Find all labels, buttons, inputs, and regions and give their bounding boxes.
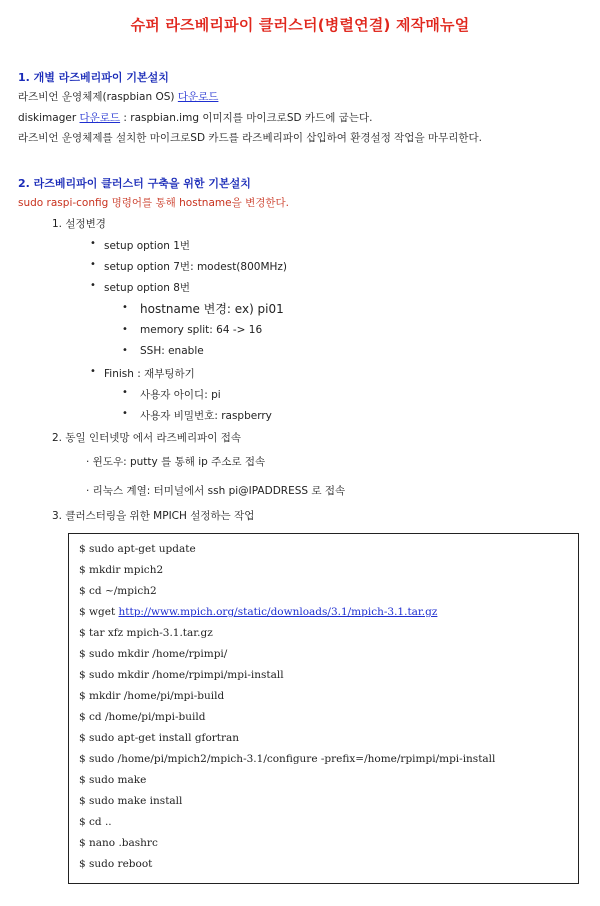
bullet: • <box>90 259 96 270</box>
hostname-item: hostname 변경: ex) pi01 <box>140 302 284 316</box>
code-line: $ nano .bashrc <box>79 837 158 849</box>
section2-heading: 2. 라즈베리파이 클러스터 구축을 위한 기본설치 <box>18 177 251 190</box>
raspi-config-intro: sudo raspi-config 명령어를 통해 hostname을 변경한다. <box>18 197 289 209</box>
ssh-item: SSH: enable <box>140 345 204 357</box>
option1-item: setup option 1번 <box>104 240 191 252</box>
memory-split-item: memory split: 64 -> 16 <box>140 324 263 336</box>
step3-label: 3. 클러스터링을 위한 MPICH 설정하는 작업 <box>52 510 255 522</box>
code-line: $ tar xfz mpich-3.1.tar.gz <box>79 627 213 639</box>
code-line: $ mkdir mpich2 <box>79 564 164 576</box>
code-line: $ mkdir /home/pi/mpi-build <box>79 690 225 702</box>
code-line: $ sudo apt-get install gfortran <box>79 732 240 744</box>
bullet: • <box>90 280 96 291</box>
finish-item: Finish : 재부팅하기 <box>104 368 195 380</box>
linux-access-item: · 리눅스 계열: 터미널에서 ssh pi@IPADDRESS 로 접속 <box>86 485 346 497</box>
raspbian-line <box>18 89 218 104</box>
command-code-box <box>68 533 579 884</box>
code-line-wget <box>79 606 437 618</box>
step1-label: 1. 설정변경 <box>52 218 106 230</box>
wget-command: $ wget <box>79 606 119 618</box>
sd-install-line: 라즈비언 운영체제를 설치한 마이크로SD 카드를 라즈베리파이 삽입하여 환경설정 작업을 마무리한다. <box>18 132 482 144</box>
code-line: $ sudo reboot <box>79 858 153 870</box>
step2-label: 2. 동일 인터넷망 에서 라즈베리파이 접속 <box>52 432 241 444</box>
option7-item: setup option 7번: modest(800MHz) <box>104 261 288 273</box>
code-line: $ cd /home/pi/mpi-build <box>79 711 206 723</box>
windows-access-item: · 윈도우: putty 를 통해 ip 주소로 접속 <box>86 456 266 468</box>
code-line: $ cd ~/mpich2 <box>79 585 157 597</box>
code-line: $ sudo apt-get update <box>79 543 196 555</box>
code-line: $ sudo /home/pi/mpich2/mpich-3.1/configure -prefix=/home/rpimpi/mpi-install <box>79 753 496 765</box>
raspbian-text: 라즈비언 운영체제(raspbian OS) <box>18 91 178 103</box>
diskimager-prefix: diskimager <box>18 112 80 124</box>
bullet: • <box>90 238 96 249</box>
bullet: • <box>90 366 96 377</box>
user-password-item: 사용자 비밀번호: raspberry <box>140 410 272 422</box>
code-line: $ sudo mkdir /home/rpimpi/ <box>79 648 228 660</box>
bullet: • <box>122 408 128 419</box>
diskimager-download-link[interactable]: 다운로드 <box>79 112 121 124</box>
code-line: $ sudo make install <box>79 795 183 807</box>
code-line: $ sudo make <box>79 774 147 786</box>
code-line: $ sudo mkdir /home/rpimpi/mpi-install <box>79 669 284 681</box>
code-line: $ cd .. <box>79 816 112 828</box>
diskimager-suffix: : raspbian.img 이미지를 마이크로SD 카드에 굽는다. <box>120 112 373 124</box>
mpich-download-link[interactable]: http://www.mpich.org/static/downloads/3.1/mpich-3.1.tar.gz <box>118 606 438 618</box>
bullet: • <box>122 345 128 356</box>
user-id-item: 사용자 아이디: pi <box>140 389 221 401</box>
option8-item: setup option 8번 <box>104 282 191 294</box>
bullet: • <box>122 387 128 398</box>
document-title: 슈퍼 라즈베리파이 클러스터(병렬연결) 제작매뉴얼 <box>130 16 470 34</box>
diskimager-line <box>18 110 372 125</box>
raspbian-download-link[interactable]: 다운로드 <box>177 91 219 103</box>
bullet: • <box>122 302 128 313</box>
bullet: • <box>122 324 128 335</box>
section1-heading: 1. 개별 라즈베리파이 기본설치 <box>18 71 169 84</box>
